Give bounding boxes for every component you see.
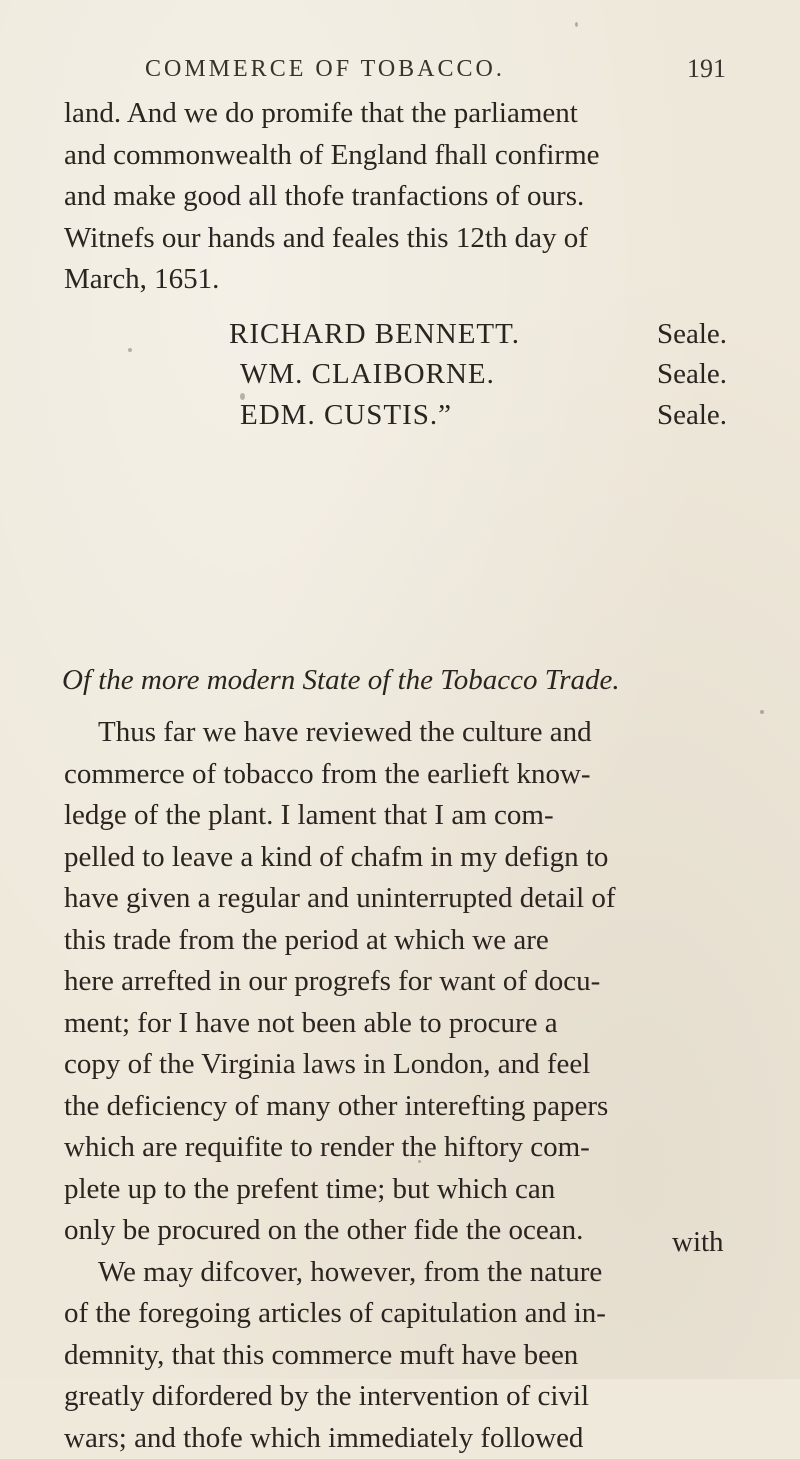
paper-speck [128,348,132,352]
text-line: land. And we do promife that the parliament [64,93,744,135]
text-line: We may difcover, however, from the nature [64,1252,744,1294]
text-line: pelled to leave a kind of chafm in my defign to [64,837,744,879]
text-line: copy of the Virginia laws in London, and feel [64,1044,744,1086]
seal-label: Seale. [657,399,727,432]
signatory-name: EDM. CUSTIS.” [240,399,452,432]
text-line: Witnefs our hands and feales this 12th day of [64,218,744,260]
paper-speck [575,22,578,27]
closing-paragraph [64,93,744,301]
paper-speck [760,710,764,714]
text-line: this trade from the period at which we are [64,920,744,962]
running-head: COMMERCE OF TOBACCO. [145,56,665,83]
seal-label: Seale. [657,318,727,351]
text-line: March, 1651. [64,259,744,301]
text-line: which are requifite to render the hiftory com- [64,1127,744,1169]
text-line: only be procured on the other fide the ocean. [64,1210,744,1252]
text-line: plete up to the prefent time; but which can [64,1169,744,1211]
signatory-name: RICHARD BENNETT. [229,318,520,351]
text-line: ment; for I have not been able to procure a [64,1003,744,1045]
text-line: greatly difordered by the intervention of civil [64,1376,744,1418]
catchword: with [672,1226,724,1259]
paper-speck [240,393,245,400]
page-number: 191 [687,54,726,84]
text-line: and commonwealth of England fhall confirme [64,135,744,177]
paper-speck [418,1160,421,1163]
section-heading: Of the more modern State of the Tobacco Trade. [62,664,620,697]
text-line: ledge of the plant. I lament that I am com- [64,795,744,837]
text-line: demnity, that this commerce muft have been [64,1335,744,1377]
text-line: and make good all thofe tranfactions of ours. [64,176,744,218]
text-line: wars; and thofe which immediately followed [64,1418,744,1459]
main-paragraph [64,712,744,1459]
text-line: commerce of tobacco from the earlieft know- [64,754,744,796]
text-line: have given a regular and uninterrupted detail of [64,878,744,920]
seal-label: Seale. [657,358,727,391]
text-line: of the foregoing articles of capitulation and in- [64,1293,744,1335]
text-line: here arrefted in our progrefs for want of docu- [64,961,744,1003]
text-line: Thus far we have reviewed the culture and [64,712,744,754]
text-line: the deficiency of many other interefting papers [64,1086,744,1128]
signatory-name: WM. CLAIBORNE. [240,358,495,391]
